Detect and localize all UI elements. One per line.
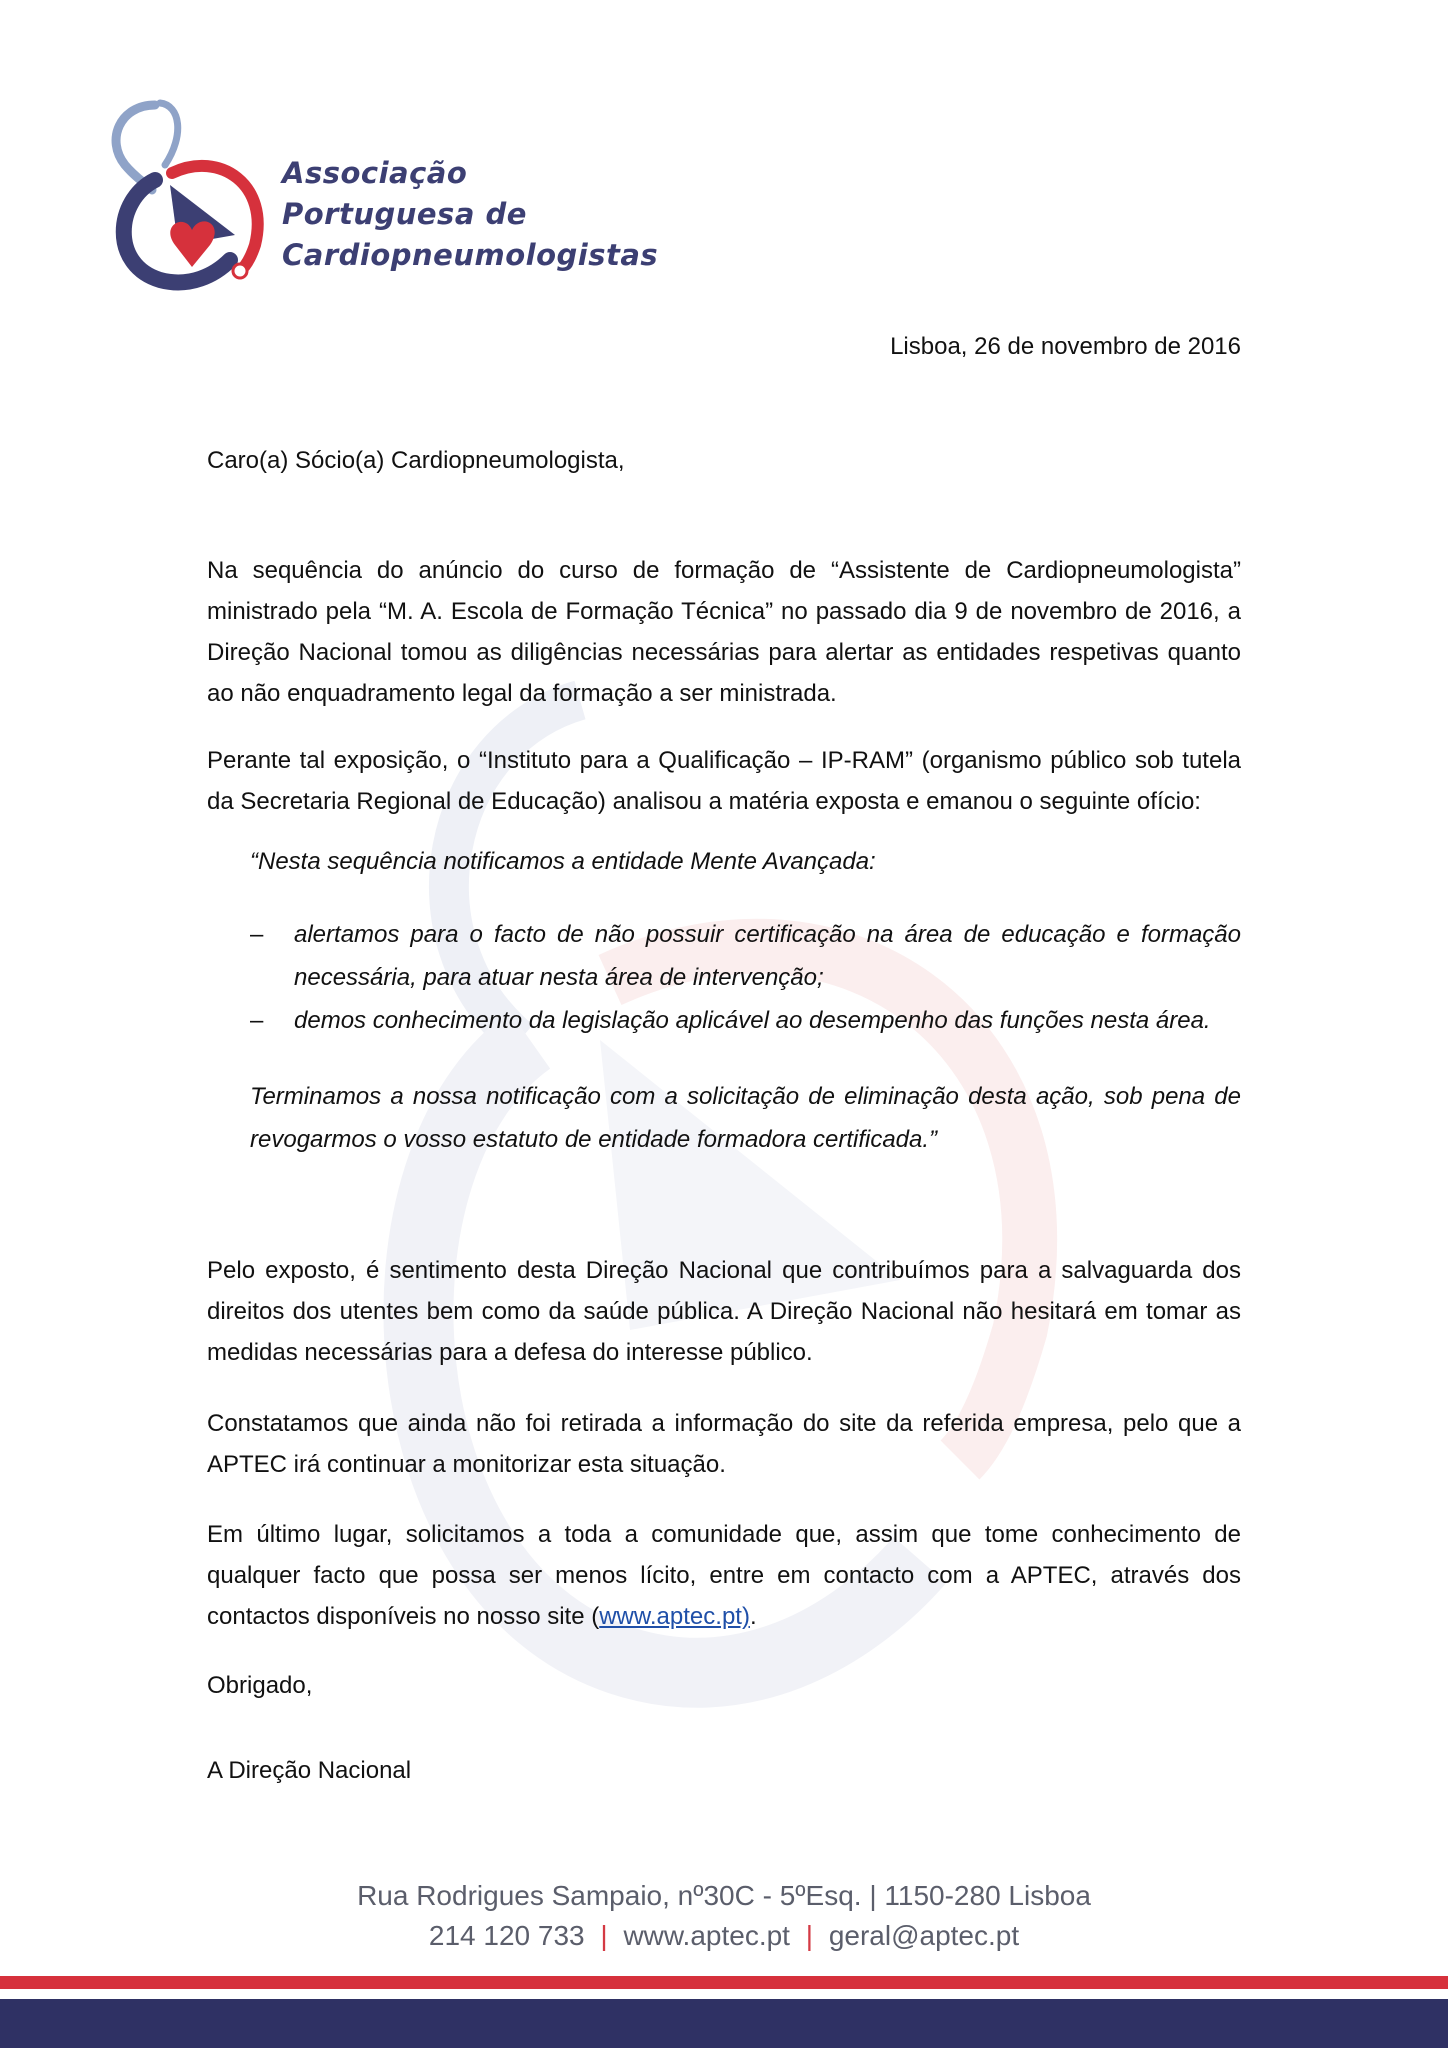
footer-contacts xyxy=(0,1920,1448,1952)
organization-name xyxy=(282,153,658,276)
footer-separator: | xyxy=(600,1920,608,1951)
footer-separator: | xyxy=(805,1920,814,1951)
footer-red-band xyxy=(0,1976,1448,1989)
organization-name-line-3: Cardiopneumologistas xyxy=(282,238,659,272)
salutation: Caro(a) Sócio(a) Cardiopneumologista, xyxy=(207,447,625,474)
letter-date: Lisboa, 26 de novembro de 2016 xyxy=(890,333,1241,360)
paragraph-conclusion: Pelo exposto, é sentimento desta Direção Nacional que contribuímos para a salvaguarda dos direitos dos utentes bem como da saúde pública. A Direção Nacional não hesitará em tomar as medidas necessárias para a defesa do interesse público. xyxy=(207,1257,1241,1366)
list-item-text: alertamos para o facto de não possuir certificação na área de educação e formação necessária, para atuar nesta área de intervenção; xyxy=(294,921,1241,991)
list-item xyxy=(250,913,1241,999)
signature: A Direção Nacional xyxy=(207,1757,412,1784)
list-dash: – xyxy=(250,1007,264,1034)
website-link[interactable]: www.aptec.pt) xyxy=(599,1603,750,1630)
footer-phone: 214 120 733 xyxy=(428,1920,585,1951)
paragraph-text-end: . xyxy=(749,1603,757,1630)
quote-intro: “Nesta sequência notificamos a entidade Mente Avançada: xyxy=(250,848,876,875)
paragraph-exposition: Perante tal exposição, o “Instituto para a Qualificação – IP-RAM” (organismo público sob tutela da Secretaria Regional de Educação) analisou a matéria exposta e emanou o seguinte ofício: xyxy=(207,747,1241,815)
organization-name-line-1: Associação xyxy=(282,156,468,190)
paragraph-monitoring: Constatamos que ainda não foi retirada a informação do site da referida empresa, pelo que a APTEC irá continuar a monitorizar esta situação. xyxy=(207,1410,1241,1478)
paragraph-text: Em último lugar, solicitamos a toda a comunidade que, assim que tome conhecimento de qualquer facto que possa ser menos lícito, entre em contacto com a APTEC, através dos contactos disponíveis no nosso site ( xyxy=(207,1521,1241,1630)
quote-closing: Terminamos a nossa notificação com a solicitação de eliminação desta ação, sob pena de revogarmos o vosso estatuto de entidade formadora certificada.” xyxy=(250,1083,1241,1153)
footer-website[interactable]: www.aptec.pt xyxy=(623,1920,790,1951)
organization-logo xyxy=(100,95,660,295)
footer-address: Rua Rodrigues Sampaio, nº30C - 5ºEsq. | 1150-280 Lisboa xyxy=(357,1880,1091,1911)
footer-blue-band xyxy=(0,1999,1448,2048)
closing-thanks: Obrigado, xyxy=(207,1672,313,1699)
footer-email[interactable]: geral@aptec.pt xyxy=(828,1920,1020,1951)
quote-list xyxy=(250,913,1241,1042)
paragraph-intro: Na sequência do anúncio do curso de formação de “Assistente de Cardiopneumologista” ministrado pela “M. A. Escola de Formação Técnica” no passado dia 9 de novembro de 2016, a Direção Nacional tomou as diligências necessárias para alertar as entidades respetivas quanto ao não enquadramento legal da formação a ser ministrada. xyxy=(207,557,1241,707)
list-item xyxy=(250,999,1241,1042)
heart-lungs-logo-icon xyxy=(100,95,280,295)
list-dash: – xyxy=(250,921,264,948)
list-item-text: demos conhecimento da legislação aplicável ao desempenho das funções nesta área. xyxy=(294,1007,1211,1034)
paragraph-contact-request xyxy=(207,1514,1241,1637)
organization-name-line-2: Portuguesa de xyxy=(282,197,527,231)
